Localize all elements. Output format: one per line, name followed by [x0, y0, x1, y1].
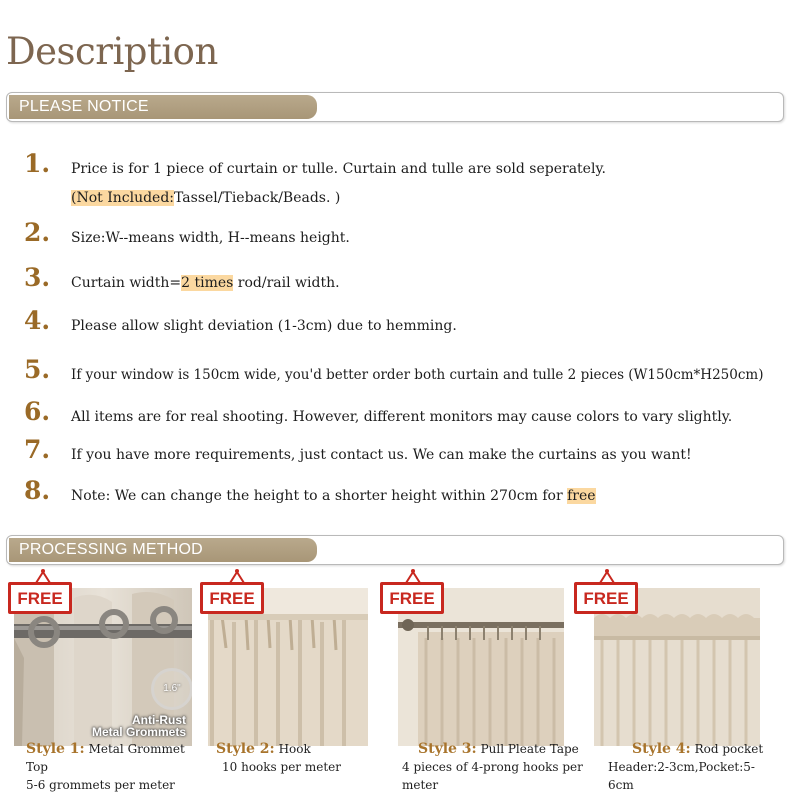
notice-number: 2. — [24, 218, 51, 247]
notice-text: Size:W--means width, H--means height. — [71, 230, 350, 246]
processing-section-label: PROCESSING METHOD — [9, 538, 317, 562]
free-badge: FREE — [380, 582, 444, 614]
notice-section-bar — [6, 92, 784, 122]
hanger-icon — [598, 568, 616, 584]
style-1-tag: Style 1: — [26, 741, 85, 757]
notice-text: If you have more requirements, just contact us. We can make the curtains as you want! — [71, 447, 692, 463]
notice-number: 5. — [24, 355, 51, 384]
style-3-tag: Style 3: — [418, 741, 477, 757]
style-card-rod-pocket — [583, 568, 764, 793]
style-card-pleat-tape — [389, 568, 590, 793]
notice-number: 6. — [24, 397, 51, 426]
notice-section-label: PLEASE NOTICE — [9, 95, 317, 119]
style-4-tag: Style 4: — [632, 741, 691, 757]
style-1-name: Metal Grommet Top — [26, 742, 185, 774]
notice-text: Curtain width=2 times rod/rail width. — [71, 275, 340, 291]
style-4-caption — [608, 740, 774, 794]
notice-text: If your window is 150cm wide, you'd better order both curtain and tulle 2 pieces (W150cm*H250cm) — [71, 367, 764, 383]
notice-text: Please allow slight deviation (1-3cm) due to hemming. — [71, 318, 457, 334]
style-4-name: Rod pocket — [694, 742, 764, 756]
style-1-caption — [26, 740, 204, 794]
style-2-detail: 10 hooks per meter — [222, 760, 341, 774]
style-2-tag: Style 2: — [216, 741, 275, 757]
style-2-caption — [216, 740, 376, 776]
style-2-name: Hook — [278, 742, 311, 756]
notice-number: 8. — [24, 476, 51, 505]
style-3-caption — [402, 740, 588, 794]
notice-number: 7. — [24, 435, 51, 464]
processing-section-bar — [6, 535, 784, 565]
notice-text: Price is for 1 piece of curtain or tulle. Curtain and tulle are sold seperately.(Not Included:Tassel/Tieback/Beads. ) — [71, 161, 606, 206]
hanger-icon — [404, 568, 422, 584]
style-3-name: Pull Pleate Tape — [480, 742, 579, 756]
style-card-hook — [208, 568, 368, 793]
notice-number: 1. — [24, 149, 51, 178]
style-card-grommet — [14, 568, 192, 793]
style-1-detail: 5-6 grommets per meter — [26, 778, 175, 792]
notice-number: 4. — [24, 306, 51, 335]
notice-text: All items are for real shooting. However, different monitors may cause colors to vary slightly. — [71, 409, 733, 425]
free-badge: FREE — [200, 582, 264, 614]
free-badge: FREE — [8, 582, 72, 614]
grommet-overlay-text: Anti-Rust Metal Grommets — [91, 713, 186, 739]
free-badge: FREE — [574, 582, 638, 614]
notice-text: Note: We can change the height to a shorter height within 270cm for free — [71, 488, 596, 504]
notice-number: 3. — [24, 263, 51, 292]
style-4-detail: Header:2-3cm,Pocket:5-6cm — [608, 760, 755, 792]
hanger-icon — [34, 568, 52, 584]
grommet-size-badge: 1.6" — [151, 668, 192, 710]
style-3-detail: 4 pieces of 4-prong hooks per meter — [402, 760, 583, 792]
hanger-icon — [228, 568, 246, 584]
page-title: Description — [6, 30, 218, 73]
